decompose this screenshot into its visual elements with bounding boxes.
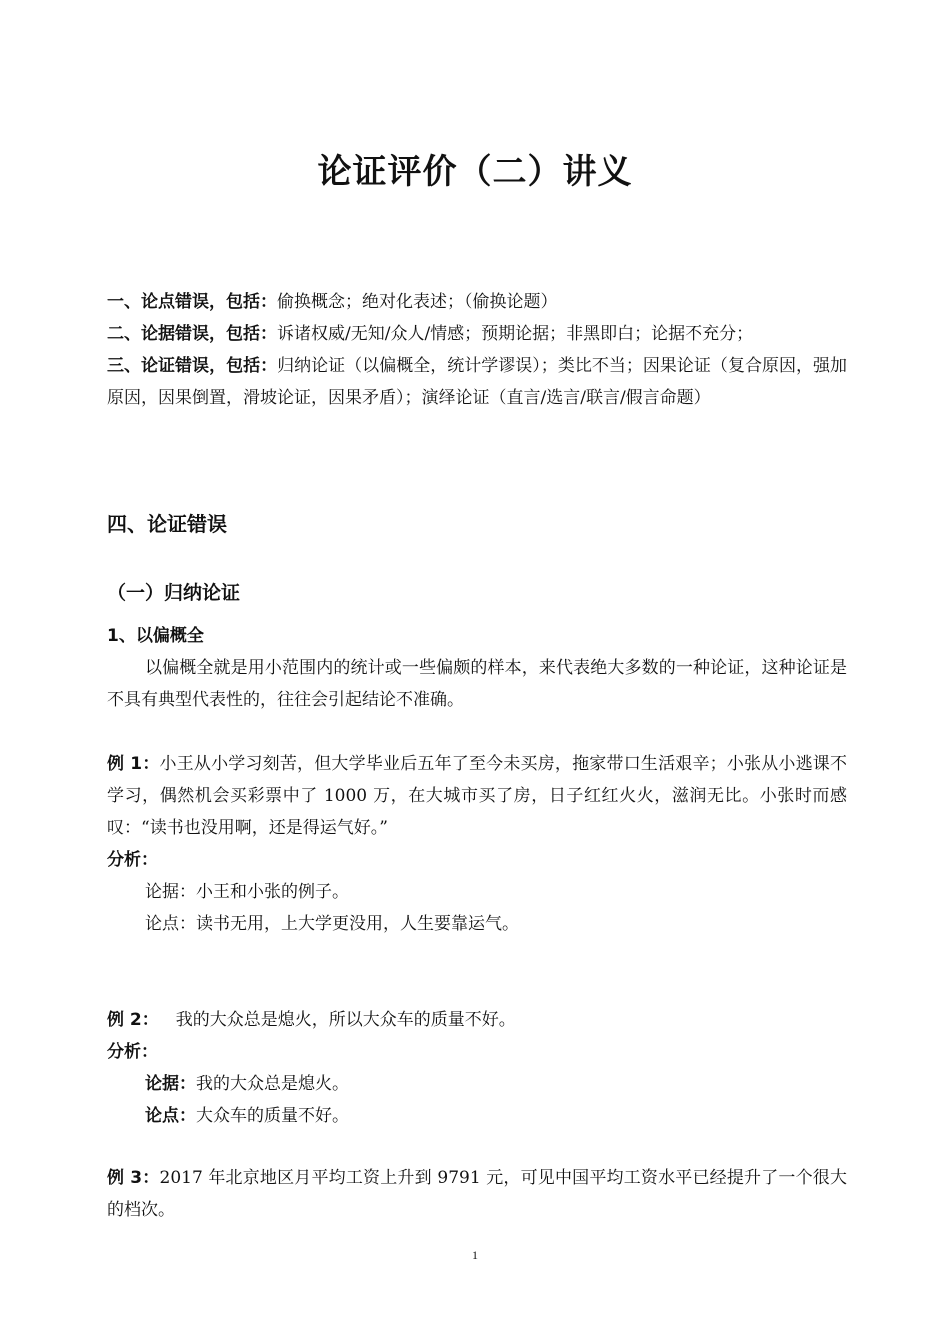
claim-line (107, 1100, 847, 1132)
summary-item-2 (107, 318, 847, 350)
analysis-label: 分析： (107, 1042, 158, 1062)
page-number: 1 (472, 1248, 478, 1262)
summary-label: 一、论点错误，包括： (107, 292, 277, 312)
summary-list (107, 286, 847, 414)
subsection-heading: （一）归纳论证 (107, 582, 241, 604)
example-label: 例 2： (107, 1010, 159, 1030)
item-description: 以偏概全就是用小范围内的统计或一些偏颇的样本，来代表绝大多数的一种论证，这种论证是不具有典型代表性的，往往会引起结论不准确。 (107, 658, 847, 710)
analysis-label: 分析： (107, 850, 158, 870)
summary-text: 诉诸权威/无知/众人/情感；预期论据；非黑即白；论据不充分； (277, 324, 754, 344)
example-1 (107, 748, 847, 940)
example-label: 例 1： (107, 754, 160, 774)
item1-block (107, 620, 847, 716)
claim-line: 论点：读书无用，上大学更没用，人生要靠运气。 (145, 914, 519, 934)
example-text (107, 1162, 847, 1226)
item-title: 1、以偏概全 (107, 626, 204, 646)
summary-item-3 (107, 350, 847, 414)
evidence-line (107, 1068, 847, 1100)
page-title: 论证评价（二）讲义 (317, 152, 633, 192)
evidence-line: 论据：小王和小张的例子。 (145, 882, 349, 902)
example-body: 我的大众总是熄火，所以大众车的质量不好。 (175, 1010, 516, 1030)
example-body: 小王从小学习刻苦，但大学毕业后五年了至今未买房，拖家带口生活艰辛；小张从小逃课不学习，偶然机会买彩票中了 1000 万，在大城市买了房，日子红红火火，滋润无比。小张时而感叹：“读书也没用啊，还是得运气好。” (107, 754, 847, 838)
summary-label: 二、论据错误，包括： (107, 324, 277, 344)
evidence-text: 我的大众总是熄火。 (196, 1074, 349, 1094)
summary-text: 归纳论证（以偏概全，统计学谬误）；类比不当；因果论证（复合原因，强加原因，因果倒置，滑坡论证，因果矛盾）；演绎论证（直言/选言/联言/假言命题） (107, 356, 848, 408)
summary-item-1 (107, 286, 847, 318)
claim-text: 大众车的质量不好。 (196, 1106, 349, 1126)
example-3 (107, 1162, 847, 1226)
claim-label: 论点： (145, 1106, 196, 1126)
example-2 (107, 1004, 847, 1132)
evidence-label: 论据： (145, 1074, 196, 1094)
section-heading: 四、论证错误 (107, 512, 227, 536)
example-text (107, 1004, 847, 1036)
example-text (107, 748, 847, 844)
example-body: 2017 年北京地区月平均工资上升到 9791 元，可见中国平均工资水平已经提升了一个很大的档次。 (107, 1168, 847, 1220)
example-label: 例 3： (107, 1168, 160, 1188)
summary-label: 三、论证错误，包括： (107, 356, 278, 376)
summary-text: 偷换概念；绝对化表述；（偷换论题） (277, 292, 558, 312)
